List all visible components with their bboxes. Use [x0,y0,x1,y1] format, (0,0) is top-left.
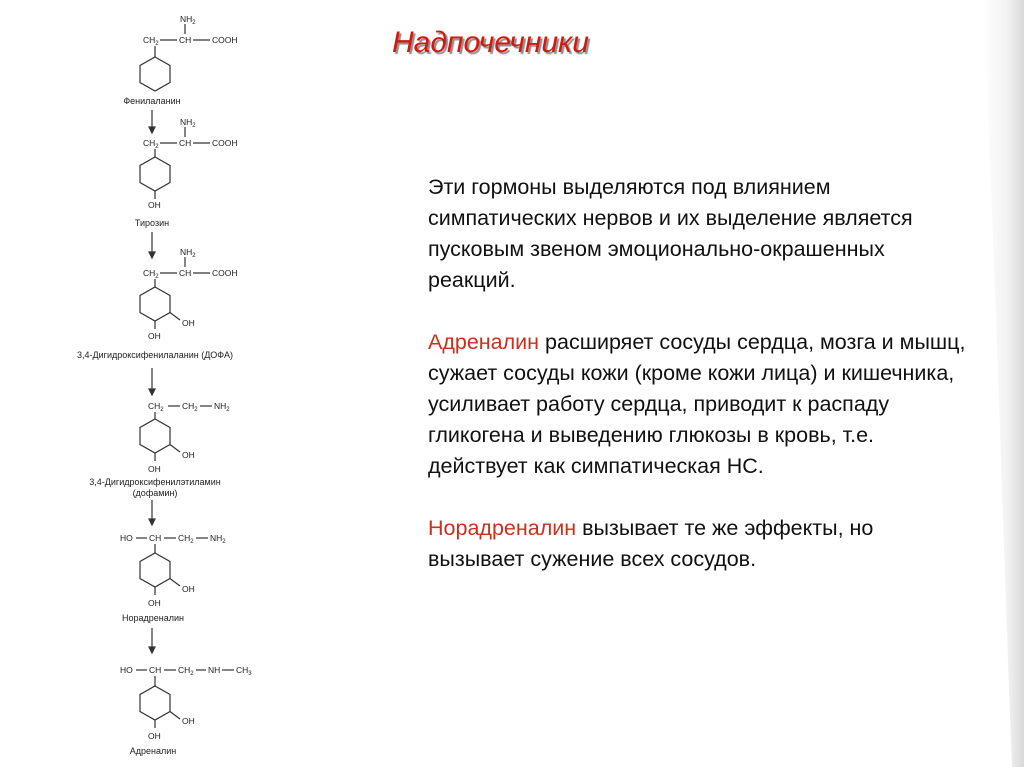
nh2-label: $NH_2$ [180,247,196,259]
benzene-ring-6 [140,686,170,720]
page-curl-decoration [982,0,1024,767]
intro-paragraph: Эти гормоны выделяются под влиянием симпатических нервов и их выделение является пусковым звеном эмоционально-окрашенных реакций. [428,175,913,292]
compound-name-dopamine-alias: (дофамин) [132,488,178,498]
ho-label: HO [120,533,133,543]
adrenaline-text: расширяет сосуды сердца, мозга и мышц, сужает сосуды кожи (кроме кожи лица) и кишечника, усиливает работу сердца, приводит к распаду гликогена и выведению глюкозы в кровь, т.е. действует как симпатическая НС. [428,330,966,478]
ch2-label: $CH_2$ [178,665,194,677]
oh-label: OH [148,731,161,741]
ch-label: CH [179,35,192,45]
benzene-ring-2 [140,157,170,191]
benzene-ring-5 [140,553,170,587]
ch2-label: $CH_2$ [182,401,198,413]
nh2-label: $NH_2$ [210,533,226,545]
slide-title: Надпочечники [392,26,589,59]
cooh-label: COOH [212,138,238,148]
benzene-ring-3 [140,287,170,321]
oh-label: OH [148,464,161,474]
oh-label: OH [182,584,195,594]
noradrenaline-paragraph [428,513,968,575]
compound-name-tyrosine: Тирозин [134,218,170,228]
compound-name-phenylalanine: Фенилаланин [123,96,181,106]
biosynthesis-scheme [0,0,330,767]
ch2-label: $CH_2$ [178,533,194,545]
oh-label: OH [148,331,161,341]
noradrenaline-text: вызывает те же эффекты, но вызывает сужение всех сосудов. [428,516,874,571]
ch-label: CH [179,268,192,278]
adrenaline-term: Адреналин [428,330,540,354]
ch3-label: $CH_3$ [236,665,252,677]
ch2-label: $CH_2$ [148,401,164,413]
oh-label: OH [182,716,195,726]
cooh-label: COOH [212,35,238,45]
slide-body-text [428,172,968,606]
compound-name-noradrenaline: Норадреналин [121,613,185,623]
nh2-label: $NH_2$ [180,117,196,129]
benzene-ring-1 [140,57,170,91]
compound-name-dopamine: 3,4-Дигидроксифенилэтиламин [89,477,221,487]
ch2-label: $CH_2$ [143,35,159,47]
nh2-label: $NH_2$ [214,401,230,413]
cooh-label: COOH [212,268,238,278]
oh-label: OH [148,598,161,608]
compound-name-adrenaline: Адреналин [129,746,177,756]
ch-label: CH [149,533,162,543]
nh2-label: $NH_2$ [180,14,196,26]
oh-label: OH [148,200,161,210]
nh-label: NH [208,665,221,675]
ch2-label: $CH_2$ [143,268,159,280]
ch-label: CH [179,138,192,148]
compound-name-dopa: 3,4-Дигидроксифенилаланин (ДОФА) [77,350,233,360]
oh-label: OH [182,318,195,328]
ho-label: HO [120,665,133,675]
ch-label: CH [149,665,162,675]
biosynthesis-diagram [0,0,330,767]
noradrenaline-term: Норадреналин [428,516,577,540]
oh-label: OH [182,450,195,460]
ch2-label: $CH_2$ [143,138,159,150]
benzene-ring-4 [140,419,170,453]
adrenaline-paragraph [428,327,968,482]
